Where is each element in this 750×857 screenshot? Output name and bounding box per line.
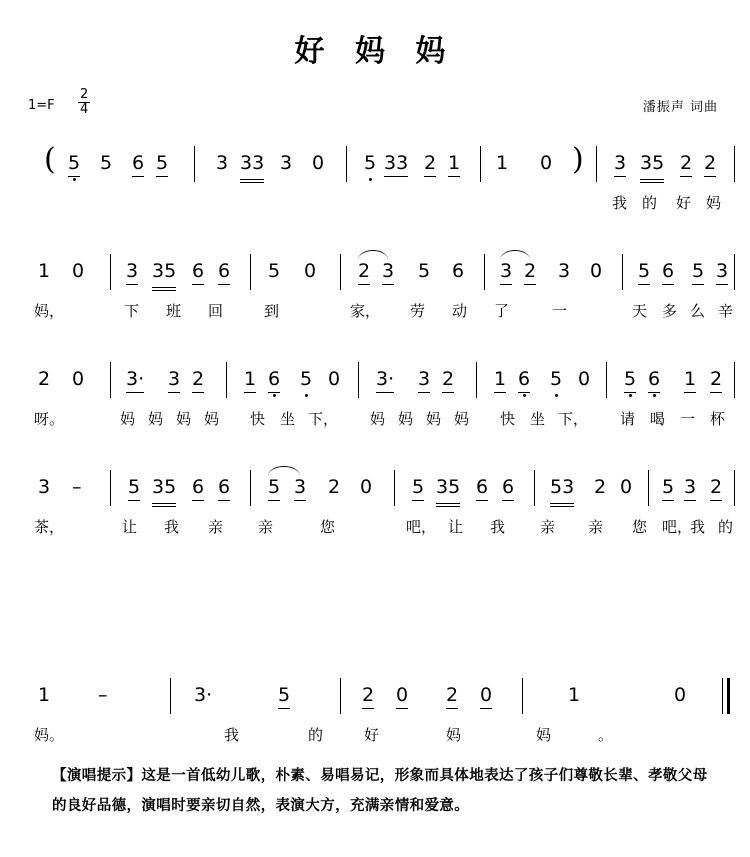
note: 1	[38, 260, 51, 282]
note: 35	[152, 476, 177, 498]
lyric-syllable: 呀。	[34, 410, 65, 428]
note: 5	[278, 684, 291, 706]
lyric-syllable: 您	[320, 518, 336, 536]
note: 5	[128, 476, 141, 498]
lyric-syllable: 一	[552, 302, 568, 320]
composer-credit: 潘振声 词曲	[642, 100, 718, 115]
lyric-syllable: 好	[364, 726, 380, 744]
barline	[480, 146, 481, 182]
note: 6	[192, 476, 205, 498]
note: 3·	[194, 684, 213, 706]
note: 5	[268, 476, 281, 498]
barline	[534, 470, 535, 506]
close-paren: )	[572, 142, 584, 177]
lyric-syllable: 一	[680, 410, 696, 428]
barline	[194, 146, 195, 182]
barline	[110, 470, 111, 506]
note-row-4	[28, 462, 722, 516]
lyric-syllable: 吧，	[662, 518, 693, 536]
lyric-row-1	[28, 192, 722, 222]
note: 2	[424, 152, 437, 174]
lyric-syllable: 我	[612, 194, 628, 212]
note: 3	[280, 152, 293, 174]
lyric-syllable: 我	[164, 518, 180, 536]
lyric-syllable: 妈，	[34, 302, 65, 320]
barline	[476, 362, 477, 398]
open-paren: (	[44, 142, 56, 177]
barline	[110, 362, 111, 398]
lyric-row-5	[28, 724, 722, 754]
note: 2	[594, 476, 607, 498]
note: 6	[476, 476, 489, 498]
note: 0	[72, 260, 85, 282]
note: 0	[620, 476, 633, 498]
note: 5	[624, 368, 637, 390]
note: 1	[38, 684, 51, 706]
note: 3	[716, 260, 729, 282]
note: 5	[662, 476, 675, 498]
note-extension: –	[72, 476, 82, 498]
barline	[346, 146, 347, 182]
note: 3	[684, 476, 697, 498]
note: 35	[640, 152, 665, 174]
lyric-syllable: 好	[676, 194, 692, 212]
note-row-3	[28, 354, 722, 408]
barline	[394, 470, 395, 506]
lyric-syllable: 快	[250, 410, 266, 428]
note: 0	[304, 260, 317, 282]
note: 3·	[376, 368, 395, 390]
note: 2	[680, 152, 693, 174]
note: 3	[294, 476, 307, 498]
note: 0	[578, 368, 591, 390]
note: 2	[38, 368, 51, 390]
lyric-syllable: 么	[690, 302, 706, 320]
slur	[358, 250, 388, 260]
note: 5	[100, 152, 113, 174]
note: 3	[216, 152, 229, 174]
lyric-row-3	[28, 408, 726, 438]
lyric-syllable: 妈	[120, 410, 136, 428]
barline	[250, 470, 251, 506]
lyric-syllable: 亲	[208, 518, 224, 536]
lyric-syllable: 了	[494, 302, 510, 320]
performance-note-text: 这是一首低幼儿歌，朴素、易唱易记，形象而具体地表达了孩子们尊敬长辈、孝敬父母的良好品德，演唱时要亲切自然，表演大方，充满亲情和爱意。	[52, 768, 708, 814]
note: 1	[244, 368, 257, 390]
lyric-syllable: 的	[718, 518, 734, 536]
time-signature-denominator: 4	[80, 101, 89, 117]
note: 6	[218, 476, 231, 498]
slur	[500, 250, 530, 260]
note: 3	[500, 260, 513, 282]
lyric-syllable: 下，	[558, 410, 589, 428]
note: 1	[684, 368, 697, 390]
note: 3	[558, 260, 571, 282]
music-system-2	[28, 246, 734, 354]
note-row-5	[28, 670, 722, 724]
note: 33	[384, 152, 409, 174]
note: 0	[360, 476, 373, 498]
lyric-syllable: 妈	[148, 410, 164, 428]
note: 0	[312, 152, 325, 174]
note-row-1	[28, 138, 722, 192]
barline	[734, 362, 735, 398]
music-system-1	[28, 138, 722, 246]
note: 6	[648, 368, 661, 390]
lyric-syllable: 妈	[536, 726, 552, 744]
barline	[484, 254, 485, 290]
note: 5	[268, 260, 281, 282]
lyric-syllable: 的	[642, 194, 658, 212]
note: 0	[328, 368, 341, 390]
lyric-syllable: 我	[224, 726, 240, 744]
lyric-syllable: 亲	[540, 518, 556, 536]
lyric-syllable: 劳	[410, 302, 426, 320]
lyric-syllable: 杯	[710, 410, 726, 428]
barline	[522, 678, 523, 714]
lyric-syllable: 坐	[280, 410, 296, 428]
barline	[340, 678, 341, 714]
note: 5	[692, 260, 705, 282]
lyric-syllable: 让	[448, 518, 464, 536]
barline	[622, 254, 623, 290]
lyric-syllable: 家，	[350, 302, 381, 320]
note: 0	[590, 260, 603, 282]
lyric-syllable: 妈	[706, 194, 722, 212]
barline	[734, 470, 735, 506]
note: 6	[452, 260, 465, 282]
lyric-syllable: 多	[662, 302, 678, 320]
lyric-syllable: 辛	[718, 302, 734, 320]
lyric-syllable: 妈	[426, 410, 442, 428]
note: 6	[268, 368, 281, 390]
page-title: 好 妈 妈	[294, 34, 456, 69]
score-meta	[0, 84, 750, 124]
lyric-syllable: 下	[124, 302, 140, 320]
key-signature: 1=F	[28, 98, 55, 113]
lyric-syllable: 妈	[176, 410, 192, 428]
note: 3	[418, 368, 431, 390]
barline	[340, 254, 341, 290]
note: 1	[494, 368, 507, 390]
note: 0	[396, 684, 409, 706]
lyric-syllable: 妈	[370, 410, 386, 428]
note: 1	[496, 152, 509, 174]
note: 2	[446, 684, 459, 706]
lyric-syllable: 喝	[650, 410, 666, 428]
lyric-row-4	[28, 516, 734, 546]
note: 6	[502, 476, 515, 498]
lyric-syllable: 妈。	[34, 726, 65, 744]
lyric-syllable: 妈	[204, 410, 220, 428]
lyric-syllable: 请	[620, 410, 636, 428]
note: 2	[442, 368, 455, 390]
lyric-syllable: 吧，	[406, 518, 437, 536]
note: 33	[240, 152, 265, 174]
lyric-row-2	[28, 300, 734, 330]
note: 2	[710, 476, 723, 498]
barline	[648, 470, 649, 506]
time-signature-numerator: 2	[80, 87, 89, 102]
note: 6	[662, 260, 675, 282]
music-system-3	[28, 354, 726, 462]
note: 0	[674, 684, 687, 706]
lyric-syllable: 您	[632, 518, 648, 536]
note: 35	[152, 260, 177, 282]
lyric-syllable: 下，	[308, 410, 339, 428]
barline	[250, 254, 251, 290]
note: 3·	[126, 368, 145, 390]
note: 0	[72, 368, 85, 390]
note: 3	[168, 368, 181, 390]
barline	[596, 146, 597, 182]
note: 5	[418, 260, 431, 282]
note: 3	[126, 260, 139, 282]
lyric-syllable: 我	[490, 518, 506, 536]
lyric-syllable: 亲	[258, 518, 274, 536]
note: 2	[358, 260, 371, 282]
note: 5	[550, 368, 563, 390]
note: 5	[156, 152, 169, 174]
lyric-syllable: 亲	[588, 518, 604, 536]
barline	[734, 254, 735, 290]
lyric-syllable: 班	[166, 302, 182, 320]
barline	[734, 146, 735, 182]
lyric-syllable: 回	[208, 302, 224, 320]
slur	[268, 466, 300, 476]
note: 2	[710, 368, 723, 390]
barline	[170, 678, 171, 714]
note: 3	[382, 260, 395, 282]
note: 0	[540, 152, 553, 174]
lyric-syllable: 妈	[398, 410, 414, 428]
note: 1	[568, 684, 581, 706]
lyric-syllable: 动	[452, 302, 468, 320]
barline	[110, 254, 111, 290]
note: 6	[218, 260, 231, 282]
barline	[606, 362, 607, 398]
note: 35	[436, 476, 461, 498]
lyric-syllable: 坐	[530, 410, 546, 428]
time-signature	[78, 88, 90, 116]
performance-note-label: 【演唱提示】	[52, 768, 142, 784]
note-extension: –	[98, 684, 108, 706]
barline	[226, 362, 227, 398]
performance-note	[52, 761, 710, 821]
note: 5	[364, 152, 377, 174]
lyric-syllable: 让	[122, 518, 138, 536]
note: 6	[132, 152, 145, 174]
note: 1	[448, 152, 461, 174]
note: 6	[192, 260, 205, 282]
lyric-syllable: 。	[598, 726, 614, 744]
lyric-syllable: 快	[500, 410, 516, 428]
note: 2	[328, 476, 341, 498]
lyric-syllable: 的	[308, 726, 324, 744]
note: 2	[524, 260, 537, 282]
note-row-2	[28, 246, 729, 300]
lyric-syllable: 到	[264, 302, 280, 320]
note: 2	[192, 368, 205, 390]
note: 3	[38, 476, 51, 498]
lyric-syllable: 妈	[446, 726, 462, 744]
note: 53	[550, 476, 575, 498]
final-barline	[722, 678, 730, 714]
note: 3	[614, 152, 627, 174]
note: 5	[412, 476, 425, 498]
lyric-syllable: 妈	[454, 410, 470, 428]
note: 5	[638, 260, 651, 282]
barline	[358, 362, 359, 398]
lyric-syllable: 我	[690, 518, 706, 536]
sheet-music-page	[0, 26, 750, 857]
note: 5	[300, 368, 313, 390]
note: 0	[480, 684, 493, 706]
lyric-syllable: 天	[632, 302, 648, 320]
note: 6	[518, 368, 531, 390]
note: 2	[704, 152, 717, 174]
note: 5	[68, 152, 81, 174]
lyric-syllable: 茶，	[34, 518, 65, 536]
note: 2	[362, 684, 375, 706]
music-system-4	[28, 462, 734, 570]
